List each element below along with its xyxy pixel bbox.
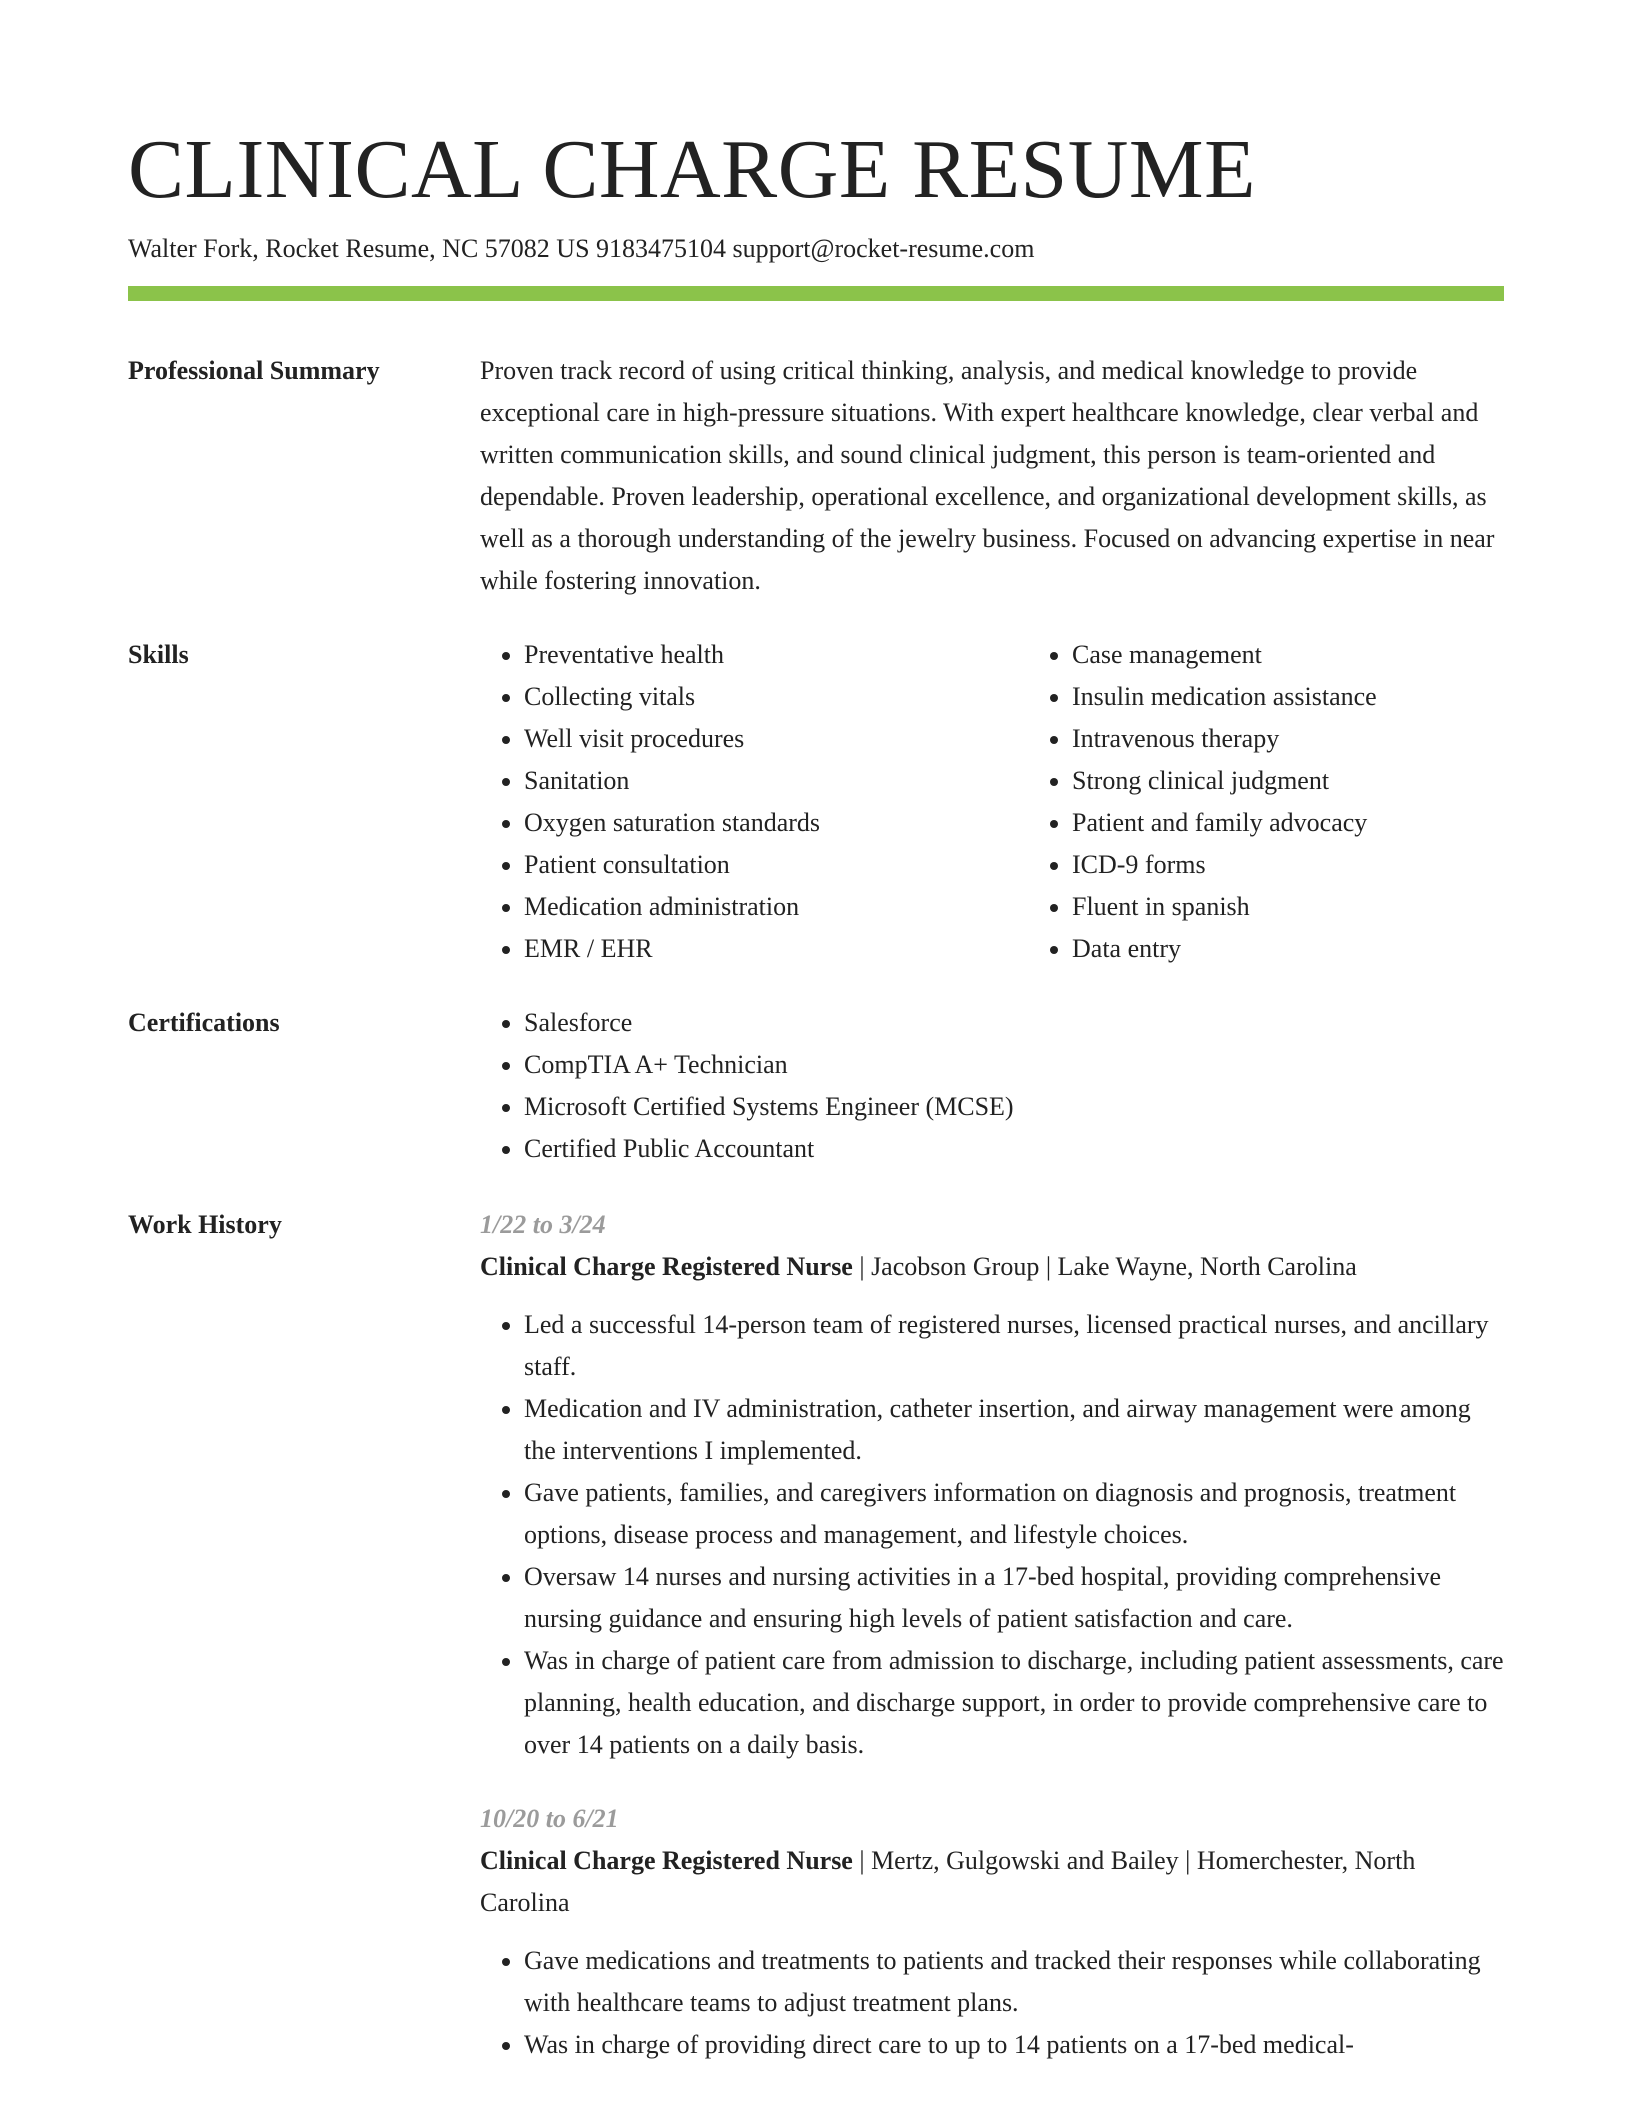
work-history-body bbox=[480, 1204, 1504, 2066]
certification-item: • Salesforce bbox=[524, 1002, 1504, 1044]
skill-item: • EMR / EHR bbox=[524, 928, 1028, 970]
skill-item: • Sanitation bbox=[524, 760, 1028, 802]
certification-item: • CompTIA A+ Technician bbox=[524, 1044, 1504, 1086]
section-label: Certifications bbox=[128, 1008, 280, 1037]
job-bullets bbox=[480, 1304, 1504, 1766]
skills-list-right bbox=[1028, 634, 1576, 970]
skill-item: • Fluent in spanish bbox=[1072, 886, 1576, 928]
job-bullet: • Medication and IV administration, catheter insertion, and airway management were among the interventions I implemented. bbox=[524, 1388, 1504, 1472]
job-bullet: • Oversaw 14 nurses and nursing activities in a 17-bed hospital, providing comprehensive nursing guidance and ensuring high levels of patient satisfaction and care. bbox=[524, 1556, 1504, 1640]
skill-item: • Patient consultation bbox=[524, 844, 1028, 886]
contact-line: Walter Fork, Rocket Resume, NC 57082 US 9183475104 support@rocket-resume.com bbox=[128, 234, 1035, 263]
job-details: | Jacobson Group | Lake Wayne, North Carolina bbox=[852, 1252, 1357, 1281]
resume-page bbox=[128, 120, 1504, 2066]
job-title: Clinical Charge Registered Nurse bbox=[480, 1846, 853, 1875]
section-label: Professional Summary bbox=[128, 356, 380, 385]
skill-item: • ICD-9 forms bbox=[1072, 844, 1576, 886]
skill-item: • Strong clinical judgment bbox=[1072, 760, 1576, 802]
job-heading bbox=[480, 1246, 1504, 1288]
section-work-history bbox=[128, 1204, 1504, 2066]
job-entry bbox=[480, 1798, 1504, 2066]
summary-text: Proven track record of using critical thinking, analysis, and medical knowledge to provide exceptional care in high-pressure situations. With expert healthcare knowledge, clear verbal and written communication skills, and sound clinical judgment, this person is team-oriented and dependable. Proven leadership, operational excellence, and organizational development skills, as well as a thorough understanding of the jewelry business. Focused on advancing expertise in near while fostering innovation. bbox=[480, 356, 1495, 595]
section-skills bbox=[128, 634, 1504, 970]
skill-item: • Preventative health bbox=[524, 634, 1028, 676]
skill-item: • Well visit procedures bbox=[524, 718, 1028, 760]
job-bullet: • Gave patients, families, and caregivers information on diagnosis and prognosis, treatment options, disease process and management, and lifestyle choices. bbox=[524, 1472, 1504, 1556]
skill-item: • Data entry bbox=[1072, 928, 1576, 970]
certifications-list bbox=[480, 1002, 1504, 1170]
skill-item: • Patient and family advocacy bbox=[1072, 802, 1576, 844]
skill-item: • Collecting vitals bbox=[524, 676, 1028, 718]
header-divider bbox=[128, 286, 1504, 301]
section-label: Skills bbox=[128, 640, 189, 669]
skill-item: • Intravenous therapy bbox=[1072, 718, 1576, 760]
job-dates: 1/22 to 3/24 bbox=[480, 1210, 606, 1239]
skill-item: • Case management bbox=[1072, 634, 1576, 676]
skill-item: • Insulin medication assistance bbox=[1072, 676, 1576, 718]
job-bullets bbox=[480, 1940, 1504, 2066]
job-bullet: • Gave medications and treatments to patients and tracked their responses while collaborating with healthcare teams to adjust treatment plans. bbox=[524, 1940, 1504, 2024]
section-certifications bbox=[128, 1002, 1504, 1170]
resume-title: CLINICAL CHARGE RESUME bbox=[128, 123, 1256, 216]
job-bullet: • Was in charge of providing direct care to up to 14 patients on a 17-bed medical- bbox=[524, 2024, 1504, 2066]
job-bullet: • Led a successful 14-person team of registered nurses, licensed practical nurses, and ancillary staff. bbox=[524, 1304, 1504, 1388]
job-dates: 10/20 to 6/21 bbox=[480, 1804, 619, 1833]
certifications-body bbox=[480, 1002, 1504, 1170]
job-entry bbox=[480, 1204, 1504, 1766]
section-professional-summary bbox=[128, 350, 1504, 602]
section-label: Work History bbox=[128, 1210, 282, 1239]
certification-item: • Certified Public Accountant bbox=[524, 1128, 1504, 1170]
job-bullet: • Was in charge of patient care from admission to discharge, including patient assessments, care planning, health education, and discharge support, in order to provide comprehensive care to over 14 patients on a daily basis. bbox=[524, 1640, 1504, 1766]
skill-item: • Oxygen saturation standards bbox=[524, 802, 1028, 844]
job-title: Clinical Charge Registered Nurse bbox=[480, 1252, 853, 1281]
job-heading bbox=[480, 1840, 1504, 1924]
skills-list-left bbox=[480, 634, 1028, 970]
skill-item: • Medication administration bbox=[524, 886, 1028, 928]
job-details: | Mertz, Gulgowski and Bailey | Homerchester, North Carolina bbox=[480, 1846, 1416, 1917]
certification-item: • Microsoft Certified Systems Engineer (MCSE) bbox=[524, 1086, 1504, 1128]
skills-columns bbox=[480, 634, 1504, 970]
